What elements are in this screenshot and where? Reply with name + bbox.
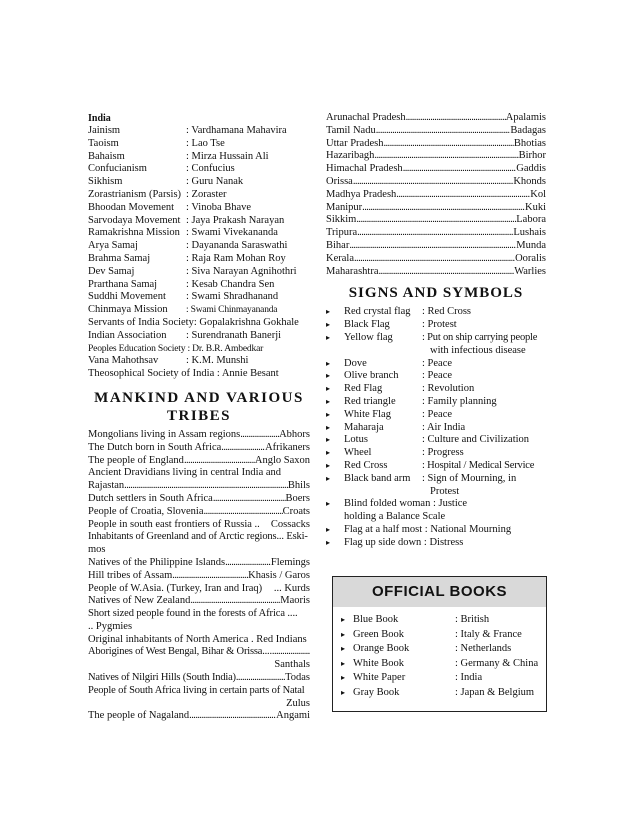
arrow-right-icon: ▸ (326, 435, 331, 445)
list-item: ▸ Red Flag : Revolution (326, 383, 475, 395)
list-item: ▸ Flag at a half most : National Mourning (326, 523, 512, 535)
list-item: Arunachal Pradesh . . . Apalamis (326, 112, 546, 125)
list-item: ▸ Wheel : Progress (326, 447, 464, 459)
list-item: Natives of Nilgiri Hills (South India) . . . Todas (88, 672, 310, 685)
arrow-right-icon: ▸ (326, 473, 331, 483)
arrow-right-icon: ▸ (326, 499, 331, 509)
list-item: Tamil Nadu . . . Badagas (326, 125, 546, 138)
list-item: Ancient Dravidians living in central India and (88, 467, 282, 479)
list-item: ▸ Flag up side down : Distress (326, 536, 464, 548)
books-list (333, 607, 546, 701)
list-item: mos (88, 544, 106, 556)
india-list (88, 125, 310, 381)
list-item: Short sized people found in the forests of Africa .... (88, 608, 298, 620)
list-item: Bahaism : Mirza Hussain Ali (88, 150, 269, 162)
official-books-box (332, 576, 547, 712)
list-item: Dev Samaj : Siva Narayan Agnihothri (88, 265, 297, 277)
list-item: The Dutch born in South Africa . . . Afrikaners (88, 442, 310, 455)
arrow-right-icon: ▸ (326, 537, 331, 547)
list-item: Prarthana Samaj : Kesab Chandra Sen (88, 278, 275, 290)
list-item: ▸ White Book : Germany & China (333, 657, 546, 672)
list-item: Mongolians living in Assam regions . . . Abhors (88, 429, 310, 442)
list-item: Chinmaya Mission : Swami Chinmayananda (88, 304, 278, 316)
list-item: Confucianism : Confucius (88, 163, 235, 175)
list-item: Himachal Pradesh . . . Gaddis (326, 163, 546, 176)
list-item: ▸ Red triangle : Family planning (326, 395, 497, 407)
arrow-right-icon: ▸ (326, 307, 331, 317)
list-item: Natives of the Philippine Islands . . . Flemings (88, 557, 310, 570)
arrow-right-icon: ▸ (326, 422, 331, 432)
list-item: ▸ Orange Book : Netherlands (333, 642, 546, 657)
list-item: Aborigines of West Bengal, Bihar & Orissa.... . . . (88, 646, 310, 659)
list-item: Indian Association : Surendranath Banerji (88, 329, 282, 341)
right-column (326, 112, 546, 550)
list-item: Natives of New Zealand . . . Maoris (88, 595, 310, 608)
list-item: Jainism : Vardhamana Mahavira (88, 125, 287, 136)
list-item: Bhoodan Movement : Vinoba Bhave (88, 201, 252, 213)
list-item: ▸ Black band arm : Sign of Mourning, in (326, 472, 517, 484)
list-item: Manipur . . . Kuki (326, 202, 546, 215)
list-item: .. Pygmies (88, 620, 133, 632)
signs-list (326, 306, 546, 549)
list-item: Peoples Education Society : Dr. B.R. Ambedkar (88, 342, 264, 354)
list-item: Brahma Samaj : Raja Ram Mohan Roy (88, 252, 286, 264)
india-heading: India (88, 113, 111, 124)
list-item: People of W.Asia. (Turkey, Iran and Iraq) ... Kurds (88, 582, 310, 594)
list-item: Sikhism : Guru Nanak (88, 176, 244, 188)
mankind-list (88, 429, 310, 723)
list-item: People in south east frontiers of Russia .. Cossacks (88, 518, 310, 530)
arrow-right-icon: ▸ (326, 384, 331, 394)
list-item: Sarvodaya Movement : Jaya Prakash Narayan (88, 214, 285, 226)
list-item: ▸ Blind folded woman : Justice (326, 498, 468, 510)
list-item: Maharashtra . . . Warlies (326, 266, 546, 279)
arrow-right-icon: ▸ (326, 320, 331, 330)
list-item: holding a Balance Scale (344, 511, 446, 523)
arrow-right-icon: ▸ (326, 409, 331, 419)
list-item: Arya Samaj : Dayananda Saraswathi (88, 240, 288, 252)
signs-title: SIGNS AND SYMBOLS (348, 285, 524, 302)
list-item: with infectious disease (430, 344, 526, 356)
list-item: People of South Africa living in certain parts of Natal (88, 684, 305, 696)
list-item: Inhabitants of Greenland and of Arctic regions... Eski- (88, 531, 308, 543)
list-item: ▸ Gray Book : Japan & Belgium (333, 686, 546, 701)
arrow-right-icon: ▸ (326, 448, 331, 458)
arrow-right-icon: ▸ (326, 358, 331, 368)
arrow-right-icon: ▸ (341, 644, 346, 654)
list-item: Madhya Pradesh . . . Kol (326, 189, 546, 202)
list-item: ▸ Olive branch : Peace (326, 370, 453, 382)
list-item: ▸ Lotus : Culture and Civilization (326, 434, 530, 446)
list-item: ▸ Red crystal flag : Red Cross (326, 306, 472, 318)
arrow-right-icon: ▸ (341, 629, 346, 639)
list-item: People of Croatia, Slovenia . . . Croats (88, 506, 310, 519)
list-item: Taoism : Lao Tse (88, 137, 225, 149)
official-books-title: OFFICIAL BOOKS (333, 577, 546, 607)
left-column (88, 112, 310, 723)
list-item: ▸ Maharaja : Air India (326, 421, 466, 433)
list-item: Vana Mahothsav : K.M. Munshi (88, 355, 249, 367)
list-item: Ramakrishna Mission : Swami Vivekananda (88, 227, 278, 239)
arrow-right-icon: ▸ (341, 687, 346, 697)
list-item: Rajastan . . . Bhils (88, 480, 310, 493)
arrow-right-icon: ▸ (326, 332, 331, 342)
mankind-title: MANKIND AND VARIOUS TRIBES (94, 389, 304, 424)
list-item: Kerala . . . Ooralis (326, 253, 546, 266)
list-item: Protest (430, 485, 460, 497)
list-item: Zulus (286, 697, 310, 709)
list-item: Original inhabitants of North America . Red Indians (88, 633, 307, 645)
list-item: Bihar . . . Munda (326, 240, 546, 253)
list-item: The people of England . . . Anglo Saxon (88, 455, 310, 468)
list-item: Servants of India Society: Gopalakrishna Gokhale (88, 316, 299, 328)
arrow-right-icon: ▸ (341, 615, 346, 624)
list-item: ▸ Dove : Peace (326, 357, 453, 369)
list-item: Suddhi Movement : Swami Shradhanand (88, 291, 279, 303)
list-item: Tripura . . . Lushais (326, 227, 546, 240)
list-item: Hill tribes of Assam . . . Khasis / Garos (88, 570, 310, 583)
states-list (326, 112, 546, 278)
list-item: ▸ Black Flag : Protest (326, 319, 457, 331)
list-item: Zorastrianism (Parsis) : Zoraster (88, 188, 227, 200)
arrow-right-icon: ▸ (341, 658, 346, 668)
list-item: ▸ White Flag : Peace (326, 408, 453, 420)
list-item: ▸ Green Book : Italy & France (333, 628, 546, 643)
arrow-right-icon: ▸ (326, 460, 331, 470)
list-item: The people of Nagaland . . . Angami (88, 710, 310, 723)
list-item: ▸ White Paper : India (333, 671, 546, 686)
list-item: Sikkim . . . Labora (326, 214, 546, 227)
list-item: ▸ Blue Book : British (333, 613, 546, 628)
list-item: ▸ Red Cross : Hospital / Medical Service (326, 459, 535, 471)
arrow-right-icon: ▸ (341, 673, 346, 683)
arrow-right-icon: ▸ (326, 396, 331, 406)
list-item: ▸ Yellow flag : Put on ship carrying people (326, 331, 538, 343)
list-item: Orissa . . . Khonds (326, 176, 546, 189)
arrow-right-icon: ▸ (326, 524, 331, 534)
arrow-right-icon: ▸ (326, 371, 331, 381)
list-item: Theosophical Society of India : Annie Besant (88, 368, 279, 380)
list-item: Santhals (274, 659, 310, 671)
list-item: Uttar Pradesh . . . Bhotias (326, 138, 546, 151)
list-item: Dutch settlers in South Africa . . . Boers (88, 493, 310, 506)
list-item: Hazaribagh . . . Birhor (326, 150, 546, 163)
